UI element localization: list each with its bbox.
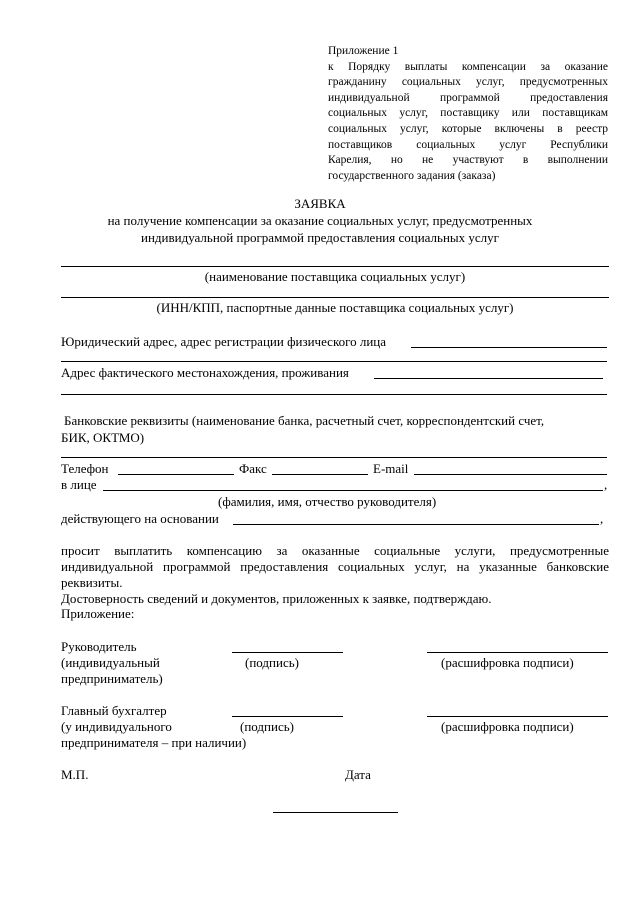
body-text: просит выплатить компенсацию за оказанные социальные услуги, предусмотренные [61, 543, 609, 558]
inn-kpp-field[interactable] [61, 297, 609, 298]
document-subtitle: на получение компенсации за оказание социальных услуг, предусмотренных [107, 213, 533, 228]
signature-caption: (подпись) [245, 655, 299, 670]
attachment-label: Приложение: [61, 606, 135, 621]
appendix-line: государственного задания (заказа) [328, 169, 496, 182]
accountant-title: Главный бухгалтер [61, 703, 167, 718]
bank-details-field[interactable] [61, 457, 607, 458]
comma: , [604, 477, 608, 492]
head-title: (индивидуальный [61, 655, 160, 670]
appendix-line: Карелия, но не участвуют в выполнении [328, 154, 608, 167]
legal-address-field-2[interactable] [61, 361, 607, 362]
head-name-caption: (фамилия, имя, отчество руководителя) [218, 494, 437, 509]
appendix-line: социальных услуг, которые включены в реестр [328, 122, 608, 135]
provider-name-caption: (наименование поставщика социальных услуг) [204, 269, 466, 284]
email-field[interactable] [414, 474, 607, 475]
fax-field[interactable] [272, 474, 368, 475]
comma: , [600, 511, 604, 526]
head-decode-field[interactable] [427, 652, 608, 653]
appendix-line: гражданину социальных услуг, предусмотренных [328, 76, 608, 89]
phone-field[interactable] [118, 474, 234, 475]
actual-address-field[interactable] [374, 378, 603, 379]
appendix-block [328, 44, 608, 184]
actual-address-field-2[interactable] [61, 394, 607, 395]
document-title: ЗАЯВКА [294, 196, 346, 211]
email-label: E-mail [373, 461, 409, 476]
date-label: Дата [345, 767, 371, 782]
head-title: Руководитель [61, 639, 137, 654]
head-signature-field[interactable] [232, 652, 343, 653]
decode-caption: (расшифровка подписи) [441, 719, 574, 734]
accountant-title: предпринимателя – при наличии) [61, 735, 247, 750]
accountant-title: (у индивидуального [61, 719, 172, 734]
phone-label: Телефон [61, 461, 109, 476]
date-field[interactable] [273, 812, 398, 813]
bank-details-label: Банковские реквизиты (наименование банка, расчетный счет, корреспондентский счет, [64, 413, 545, 428]
body-text: реквизиты. [61, 575, 123, 590]
appendix-title: Приложение 1 [328, 45, 399, 57]
accountant-signature-field[interactable] [232, 716, 343, 717]
decode-caption: (расшифровка подписи) [441, 655, 574, 670]
inn-kpp-caption: (ИНН/КПП, паспортные данные поставщика социальных услуг) [156, 300, 514, 315]
document-subtitle: индивидуальной программой предоставления социальных услуг [141, 230, 499, 245]
actual-address-label: Адрес фактического местонахождения, проживания [61, 365, 349, 380]
accountant-decode-field[interactable] [427, 716, 608, 717]
stamp-label: М.П. [61, 767, 89, 782]
head-title: предприниматель) [61, 671, 163, 686]
confirmation-text: Достоверность сведений и документов, приложенных к заявке, подтверждаю. [61, 591, 492, 606]
appendix-line: социальных услуг, поставщику или поставщикам [328, 107, 608, 120]
legal-address-field[interactable] [411, 347, 607, 348]
appendix-line: к Порядку выплаты компенсации за оказание [328, 60, 608, 73]
legal-address-label: Юридический адрес, адрес регистрации физического лица [61, 334, 387, 349]
fax-label: Факс [239, 461, 267, 476]
basis-field[interactable] [233, 524, 599, 525]
basis-label: действующего на основании [61, 511, 219, 526]
head-name-field[interactable] [103, 490, 603, 491]
appendix-line: индивидуальной программой предоставления [328, 91, 608, 104]
body-text: индивидуальной программой предоставления социальных услуг, на указанные банковские [61, 559, 609, 574]
person-label: в лице [61, 477, 97, 492]
signature-caption: (подпись) [240, 719, 294, 734]
appendix-line: поставщиков социальных услуг Республики [328, 138, 608, 151]
bank-details-label-2: БИК, ОКТМО) [61, 430, 145, 445]
provider-name-field[interactable] [61, 266, 609, 267]
